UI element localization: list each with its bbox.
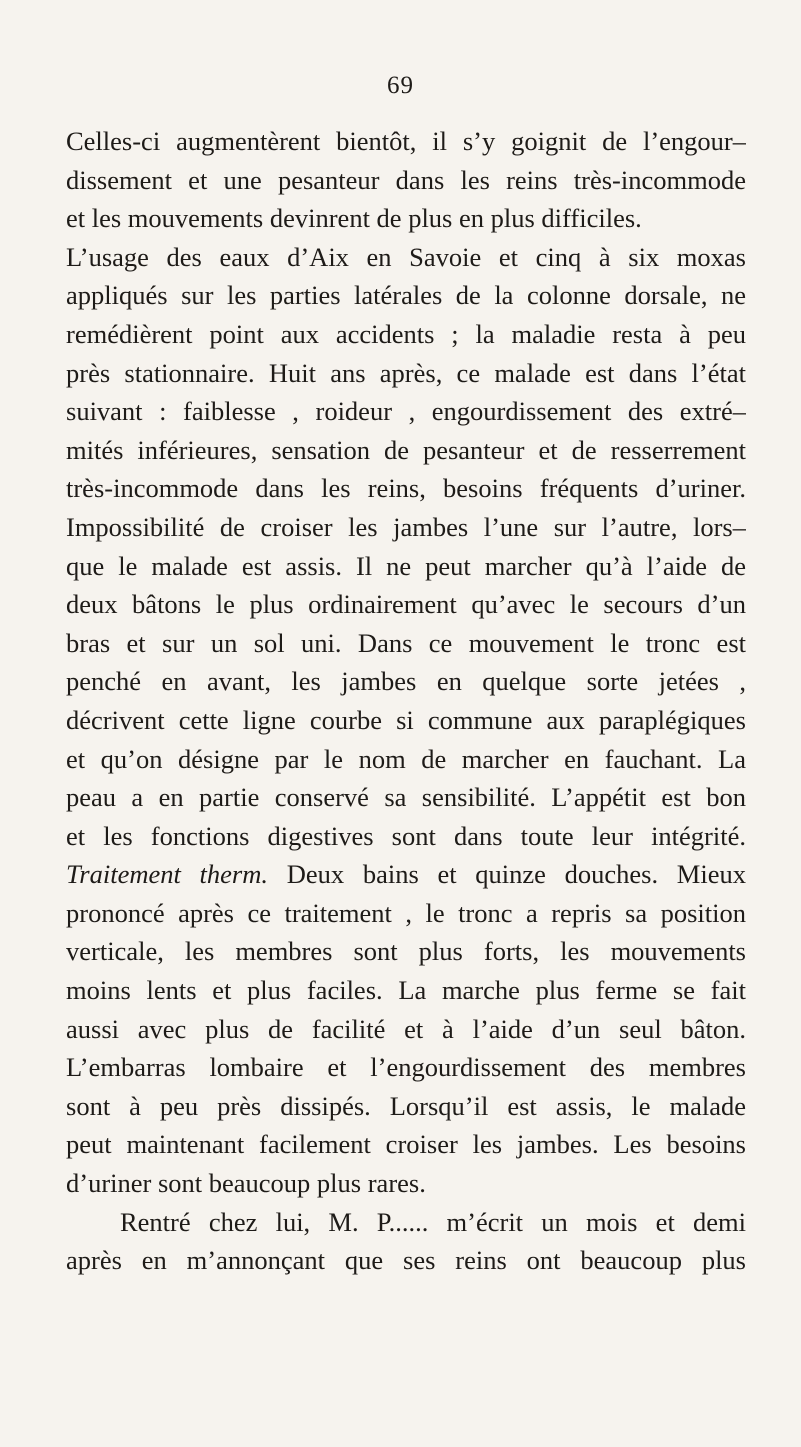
text-line: près stationnaire. Huit ans après, ce malade est dans l’état (66, 357, 746, 388)
text-line: après en m’annonçant que ses reins ont beaucoup plus (66, 1245, 746, 1276)
text-line: remédièrent point aux accidents ; la maladie resta à peu (66, 318, 746, 349)
text-line: L’usage des eaux d’Aix en Savoie et cinq à six moxas (66, 241, 746, 272)
text-line: et les mouvements devinrent de plus en plus difficiles. (66, 203, 642, 234)
body-text (66, 122, 746, 1280)
text-line: deux bâtons le plus ordinairement qu’avec le secours d’un (66, 589, 746, 620)
text-line: Impossibilité de croiser les jambes l’une sur l’autre, lors– (66, 511, 746, 542)
text-line: appliqués sur les parties latérales de la colonne dorsale, ne (66, 280, 746, 311)
italic-heading: Traitement therm. (66, 859, 268, 890)
text-line: Celles-ci augmentèrent bientôt, il s’y goignit de l’engour– (66, 126, 746, 156)
text-line: aussi avec plus de facilité et à l’aide d’un seul bâton. (66, 1013, 746, 1044)
text-line: et qu’on désigne par le nom de marcher en fauchant. La (66, 743, 746, 774)
text-line: et les fonctions digestives sont dans toute leur intégrité. (66, 820, 746, 851)
text-line: très-incommode dans les reins, besoins fréquents d’uriner. (66, 473, 746, 504)
text-line: que le malade est assis. Il ne peut marcher qu’à l’aide de (66, 550, 746, 581)
text-line: prononcé après ce traitement , le tronc a repris sa position (66, 897, 746, 928)
text-line: d’uriner sont beaucoup plus rares. (66, 1168, 426, 1199)
text-line: bras et sur un sol uni. Dans ce mouvement le tronc est (66, 627, 746, 658)
text-line-rest: Deux bains et quinze douches. Mieux (268, 859, 746, 890)
text-line: décrivent cette ligne courbe si commune aux paraplégiques (66, 704, 746, 735)
text-line: sont à peu près dissipés. Lorsqu’il est assis, le malade (66, 1090, 746, 1121)
text-line: Rentré chez lui, M. P...... m’écrit un mois et demi (120, 1206, 746, 1237)
text-line: moins lents et plus faciles. La marche plus ferme se fait (66, 975, 746, 1006)
text-line: peut maintenant facilement croiser les jambes. Les besoins (66, 1129, 746, 1160)
text-line: verticale, les membres sont plus forts, les mouvements (66, 936, 746, 967)
text-line: suivant : faiblesse , roideur , engourdissement des extré– (66, 396, 746, 427)
text-line: peau a en partie conservé sa sensibilité. L’appétit est bon (66, 782, 746, 813)
text-line: mités inférieures, sensation de pesanteur et de resserrement (66, 434, 746, 465)
text-line: penché en avant, les jambes en quelque sorte jetées , (66, 666, 746, 697)
text-line: dissement et une pesanteur dans les reins très-incommode (66, 164, 746, 195)
text-line-with-heading (66, 855, 746, 894)
text-line: L’embarras lombaire et l’engourdissement des membres (66, 1052, 746, 1083)
page-number: 69 (387, 72, 414, 99)
